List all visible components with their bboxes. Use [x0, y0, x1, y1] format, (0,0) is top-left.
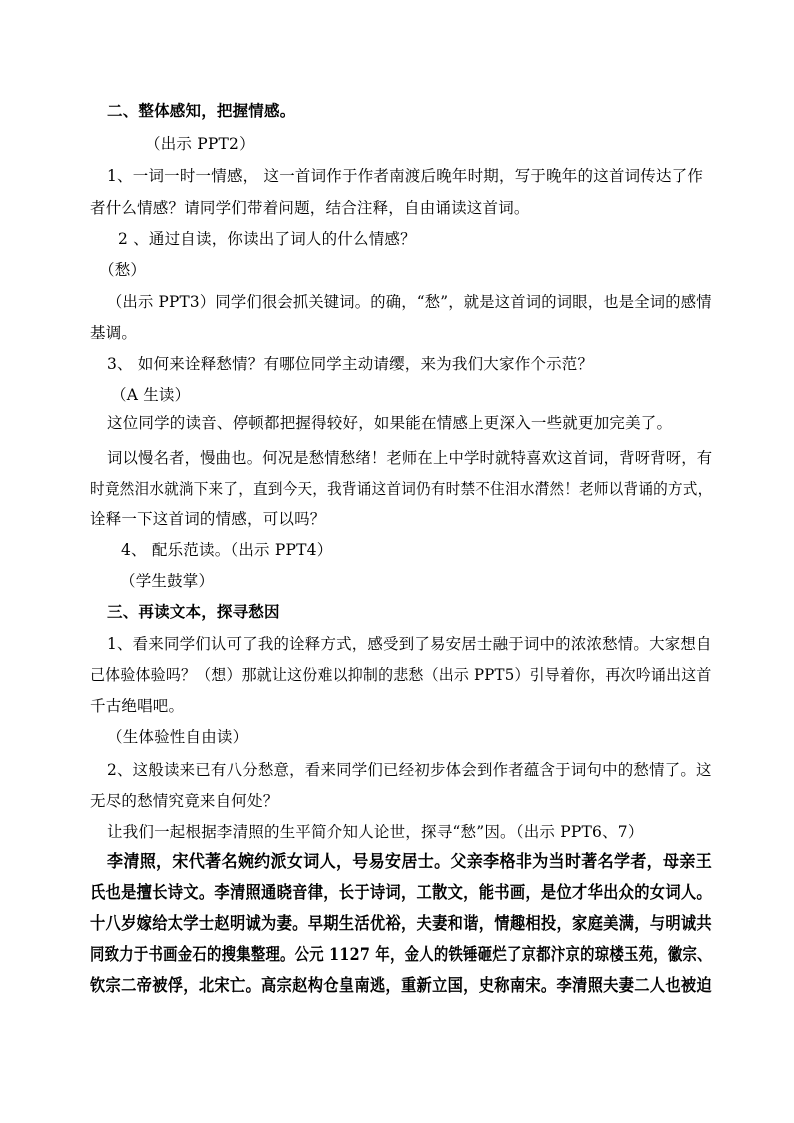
paragraph-line: 1、看来同学们认可了我的诠释方式，感受到了易安居士融于词中的浓浓愁情。大家想自: [107, 635, 712, 653]
paragraph-line: 千古绝唱吧。: [90, 697, 185, 715]
paragraph-line: 者什么情感？请同学们带着问题，结合注释，自由诵读这首词。: [90, 199, 530, 217]
paragraph-line: 2、这般读来已有八分愁意，看来同学们已经初步体会到作者蕴含于词句中的愁情了。这: [107, 761, 712, 779]
bio-line: 十八岁嫁给太学士赵明诚为妻。早期生活优裕，夫妻和谐，情趣相投，家庭美满，与明诚共: [90, 914, 712, 934]
bio-line: 同致力于书画金石的搜集整理。公元 1127 年，金人的铁锤砸烂了京都汴京的琼楼玉苑，徽宗、: [90, 945, 712, 965]
bio-line: 氏也是擅长诗文。李清照通晓音律，长于诗词，工散文，能书画，是位才华出众的女词人。: [90, 883, 712, 903]
paragraph-line: 诠释一下这首词的情感，可以吗？: [90, 510, 326, 528]
paragraph-line: 1、一词一时一情感， 这一首词作于作者南渡后晚年时期，写于晚年的这首词传达了作: [107, 167, 704, 185]
answer-note: （学生鼓掌）: [120, 572, 215, 590]
paragraph-line: 己体验体验吗？（想）那就让这份难以抑制的悲愁（出示 PPT5）引导着你，再次吟诵出这首: [90, 666, 712, 684]
paragraph-line: 无尽的愁情究竟来自何处？: [90, 792, 279, 810]
bio-line: 钦宗二帝被俘，北宋亡。高宗赵构仓皇南逃，重新立国，史称南宋。李清照夫妻二人也被迫: [90, 976, 712, 996]
ppt-note: （出示 PPT2）: [145, 135, 255, 153]
paragraph-line: 时竟然泪水就淌下来了，直到今天，我背诵这首词仍有时禁不住泪水潸然！老师以背诵的方式，: [90, 480, 713, 498]
paragraph-line: 基调。: [90, 324, 138, 342]
question-line: 3、 如何来诠释愁情？有哪位同学主动请缨，来为我们大家作个示范？: [107, 355, 594, 373]
question-line: 4、 配乐范读。（出示 PPT4）: [121, 541, 333, 559]
question-line: 2 、通过自读，你读出了词人的什么情感？: [118, 230, 416, 248]
bio-line: 李清照，宋代著名婉约派女词人，号易安居士。父亲李格非为当时著名学者，母亲王: [107, 852, 713, 872]
paragraph-line: 这位同学的读音、停顿都把握得较好，如果能在情感上更深入一些就更加完美了。: [107, 414, 673, 432]
paragraph-line: （出示 PPT3）同学们很会抓关键词。的确，“愁”，就是这首词的词眼，也是全词的感情: [107, 293, 712, 311]
section-heading-2: 二、整体感知，把握情感。: [107, 101, 296, 120]
answer-note: （生体验性自由读）: [107, 728, 249, 746]
paragraph-line: 词以慢名者，慢曲也。何况是愁情愁绪！老师在上中学时就特喜欢这首词，背呀背呀，有: [107, 449, 713, 467]
paragraph-line: 让我们一起根据李清照的生平简介知人论世，探寻“愁”因。（出示 PPT6、7）: [107, 823, 644, 841]
answer-note: （愁）: [99, 261, 147, 279]
section-heading-3: 三、再读文本，探寻愁因: [107, 602, 280, 621]
answer-note: （A 生读）: [111, 386, 191, 404]
